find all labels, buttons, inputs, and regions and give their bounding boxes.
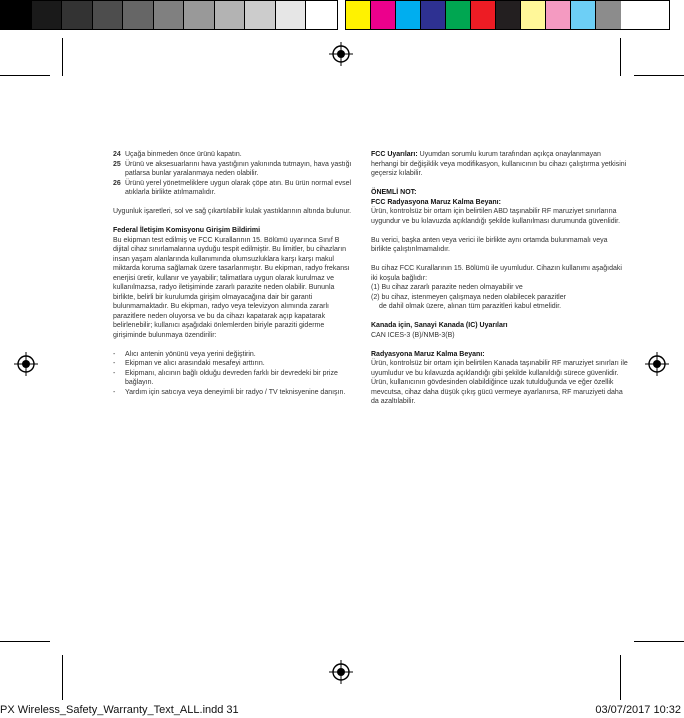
ic-rf-body: Ürün, kontrolsüz bir ortam için belirtilen Kanada taşınabilir RF maruziyet sınırları ile uyumludur ve bu kılavuzda açıklandığı gibi şekilde kullanıldığı sürece güvenlidir. Ürün, kullanıcının gövdesinden olabildiğince uzak tutulduğunda ve eğer özellik mevcutsa, cihaz daha düşük çıkış gücü vermeye ayarlanırsa, RF maruziyeti daha da azaltılabilir. [371,360,628,405]
crop-mark [62,38,63,76]
fcc-interference-heading: Federal İletişim Komisyonu Girişim Bildirimi [113,227,261,234]
ear-cushion-note: Uygunluk işaretleri, sol ve sağ çıkartılabilir kulak yastıklarının altında bulunur. [113,208,352,215]
crop-mark [62,655,63,700]
color-swatch [396,1,421,29]
part15-conditions: Bu cihaz FCC Kurallarının 15. Bölümü ile uyumludur. Cihazın kullanımı aşağıdaki iki koşula bağlıdır: (1) Bu cihaz zararlı parazite neden olmayabilir ve (2) bu cihaz, istenmeyen çalışmaya neden olabilecek parazitler de dahil olmak üzere, alınan tüm parazitleri kabul etmelidir. [371,265,622,310]
registration-mark-right [645,352,669,376]
color-swatch [546,1,571,29]
color-swatch [93,1,124,29]
date-slug: 03/07/2017 10:32 [595,704,681,716]
ic-rf-heading: Radyasyona Maruz Kalma Beyanı: [371,350,485,358]
grayscale-bar [0,0,338,30]
color-swatch [1,1,32,29]
right-column [371,150,629,416]
fcc-rf-body: Ürün, kontrolsüz bir ortam için belirtilen ABD taşınabilir RF maruziyet sınırlarına uygundur ve bu kılavuzda açıklandığı şekilde kullanılması durumunda güvenlidir. [371,208,621,225]
color-swatch [496,1,521,29]
color-swatch [471,1,496,29]
left-column [113,150,353,397]
color-swatch [245,1,276,29]
color-swatch [215,1,246,29]
list-item: 24 Uçağa binmeden önce ürünü kapatın. [113,151,242,158]
color-swatch [521,1,546,29]
color-swatch [421,1,446,29]
file-slug: PX Wireless_Safety_Warranty_Text_ALL.indd 31 [0,704,239,716]
color-swatch [346,1,371,29]
antenna-note: Bu verici, başka anten veya verici ile birlikte aynı ortamda bulunmamalı veya birlikte çalıştırılmamalıdır. [371,236,608,253]
color-swatch [371,1,396,29]
list-item: - Ekipmanı, alıcının bağlı olduğu devreden farklı bir devredeki bir prize bağlayın. [113,369,338,386]
color-swatch [123,1,154,29]
color-swatch [596,1,621,29]
crop-mark [620,655,621,700]
color-swatch [276,1,307,29]
color-swatch [571,1,596,29]
crop-mark [0,75,50,76]
list-item: - Alıcı antenin yönünü veya yerini değiştirin. [113,350,256,358]
color-swatch [446,1,471,29]
color-swatch [32,1,63,29]
fcc-warnings: FCC Uyarıları: Uyumdan sorumlu kurum tarafından açıkça onaylanmayan herhangi bir değişiklik veya modifikasyon, kullanıcının bu cihazı çalıştırma yetkisini geçersiz kılabilir. [371,151,627,177]
color-swatch [154,1,185,29]
crop-mark [634,75,684,76]
crop-mark [0,641,50,642]
registration-mark-left [14,352,38,376]
color-bar [345,0,670,30]
important-note-heading: ÖNEMLİ NOT: [371,189,417,196]
measures-list [113,350,353,398]
crop-mark [634,641,684,642]
color-swatch [62,1,93,29]
color-swatch [184,1,215,29]
registration-mark-bottom [329,660,353,684]
numbered-list [113,150,353,198]
ic-code: CAN ICES-3 (B)/NMB-3(B) [371,331,455,339]
fcc-rf-heading: FCC Radyasyona Maruz Kalma Beyanı: [371,198,501,206]
list-item: 26 Ürünü yerel yönetmeliklere uygun olarak çöpe atın. Bu ürün normal evsel atıklarla birlikte atılmamalıdır. [113,179,352,196]
color-swatch [306,1,336,29]
list-item: - Yardım için satıcıya veya deneyimli bir radyo / TV teknisyenine danışın. [113,388,346,396]
crop-mark [620,38,621,76]
ic-heading: Kanada için, Sanayi Kanada (IC) Uyarıları [371,322,508,329]
list-item: - Ekipman ve alıcı arasındaki mesafeyi arttırın. [113,360,265,367]
registration-mark-top [329,42,353,66]
list-item: 25 Ürünü ve aksesuarlarını hava yastığının yakınında tutmayın, hava yastığı patlarsa bunlar yaralanmaya neden olabilir. [113,160,352,177]
fcc-interference-body: Bu ekipman test edilmiş ve FCC Kurallarının 15. Bölümü uyarınca Sınıf B dijital cihaz sınırlamalarına uyduğu tespit edilmiştir. Bu limitler, bu cihazların insan yaşam alanlarında kullanımında olumsuzluklara karşı karşı makul miktarda koruma sağlamak üzere tasarlanmıştır. Bu ekipman, radyo frekansı enerjisi üretir, kullanır ve yayabilir; talimatlara uygun olarak kurulmaz ve kullanılmazsa, radyo iletişiminde zararlı parazite neden olabilir. Bununla birlikte, belirli bir kurulumda girişim olmayacağına dair bir garanti bulunmamaktadır. Bu ekipman, radyo veya televizyon alımında zararlı parazitlere neden oluyorsa ve bu da cihazı kapatarak açıp kapatarak belirlenebilir; kullanıcı aşağıdaki önlemlerden biriyle paraziti giderme girişiminde bulunmaya özendirilir: [113,236,350,339]
